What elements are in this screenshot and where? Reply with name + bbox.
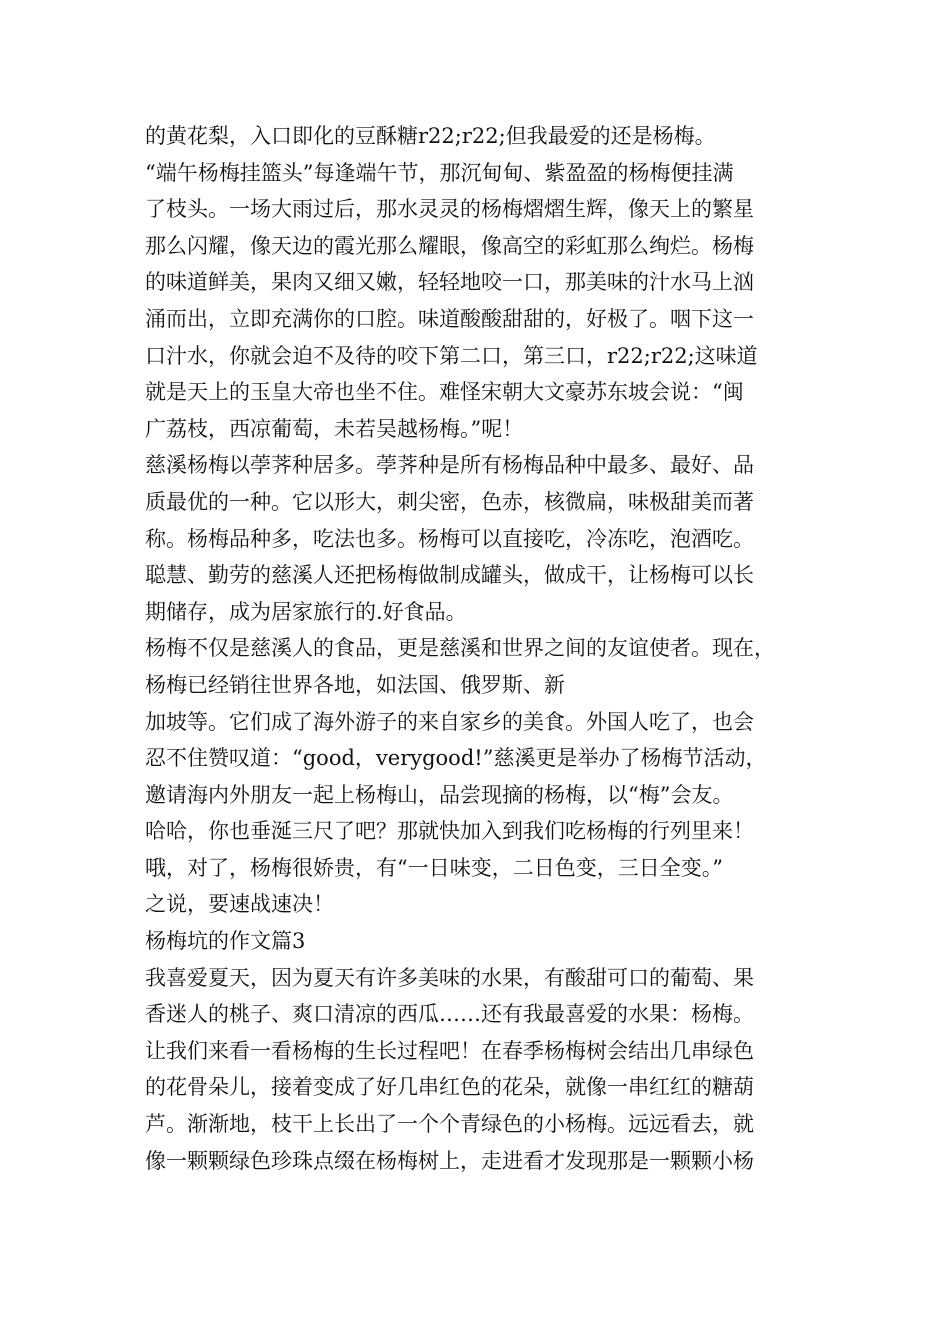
text-line: 杨梅已经销往世界各地，如法国、俄罗斯、新 <box>145 672 565 697</box>
text-line: 邀请海内外朋友一起上杨梅山，品尝现摘的杨梅，以“梅”会友。 <box>145 782 734 807</box>
text-line: 期储存，成为居家旅行的.好食品。 <box>145 599 467 624</box>
text-line: 了枝头。一场大雨过后，那水灵灵的杨梅熠熠生辉，像天上的繁星 <box>145 197 754 222</box>
text-line: 口汁水，你就会迫不及待的咬下第二口，第三口，r22;r22;这味道 <box>145 343 758 368</box>
text-line: 聪慧、勤劳的慈溪人还把杨梅做制成罐头，做成干，让杨梅可以长 <box>145 563 754 588</box>
section-heading: 杨梅坑的作文篇3 <box>145 929 306 954</box>
text-line: 慈溪杨梅以荸荠种居多。荸荠种是所有杨梅品种中最多、最好、品 <box>145 453 754 478</box>
text-line: 的黄花梨，入口即化的豆酥糖r22;r22;但我最爱的还是杨梅。 <box>145 124 716 148</box>
text-line: “端午杨梅挂篮头”每逢端午节，那沉甸甸、紫盈盈的杨梅便挂满 <box>145 160 734 185</box>
text-line: 广荔枝，西凉葡萄，未若吴越杨梅。”呢！ <box>145 416 524 441</box>
text-line: 的花骨朵儿，接着变成了好几串红色的花朵，就像一串红红的糖葫 <box>145 1075 754 1100</box>
text-line: 让我们来看一看杨梅的生长过程吧！在春季杨梅树会结出几串绿色 <box>145 1038 754 1063</box>
text-line: 就是天上的玉皇大帝也坐不住。难怪宋朝大文豪苏东坡会说：“闽 <box>145 380 744 405</box>
text-line: 涌而出，立即充满你的口腔。味道酸酸甜甜的，好极了。咽下这一 <box>145 306 754 331</box>
text-line: 的味道鲜美，果肉又细又嫩，轻轻地咬一口，那美味的汁水马上汹 <box>145 270 754 295</box>
text-line: 加坡等。它们成了海外游子的来自家乡的美食。外国人吃了，也会 <box>145 709 754 734</box>
text-line: 杨梅不仅是慈溪人的食品，更是慈溪和世界之间的友谊使者。现在， <box>145 636 775 661</box>
text-line: 之说，要速战速决！ <box>145 892 334 917</box>
text-line: 香迷人的桃子、爽口清凉的西瓜……还有我最喜爱的水果：杨梅。 <box>145 1002 754 1027</box>
text-line: 像一颗颗绿色珍珠点缀在杨梅树上，走进看才发现那是一颗颗小杨 <box>145 1148 754 1173</box>
text-line: 那么闪耀，像天边的霞光那么耀眼，像高空的彩虹那么绚烂。杨梅 <box>145 233 754 258</box>
text-line: 质最优的一种。它以形大，刺尖密，色赤，核微扁，味极甜美而著 <box>145 489 754 514</box>
text-line: 芦。渐渐地，枝干上长出了一个个青绿色的小杨梅。远远看去，就 <box>145 1112 754 1137</box>
text-line: 忍不住赞叹道：“good，verygood!”慈溪更是举办了杨梅节活动， <box>145 746 767 771</box>
text-line: 称。杨梅品种多，吃法也多。杨梅可以直接吃，冷冻吃，泡酒吃。 <box>145 526 754 551</box>
text-line: 哦，对了，杨梅很娇贵，有“一日味变，二日色变，三日全变。” <box>145 855 723 880</box>
text-line: 我喜爱夏天，因为夏天有许多美味的水果，有酸甜可口的葡萄、果 <box>145 965 754 990</box>
text-line: 哈哈，你也垂涎三尺了吧？那就快加入到我们吃杨梅的行列里来！ <box>145 819 754 844</box>
document-body <box>145 118 845 1179</box>
